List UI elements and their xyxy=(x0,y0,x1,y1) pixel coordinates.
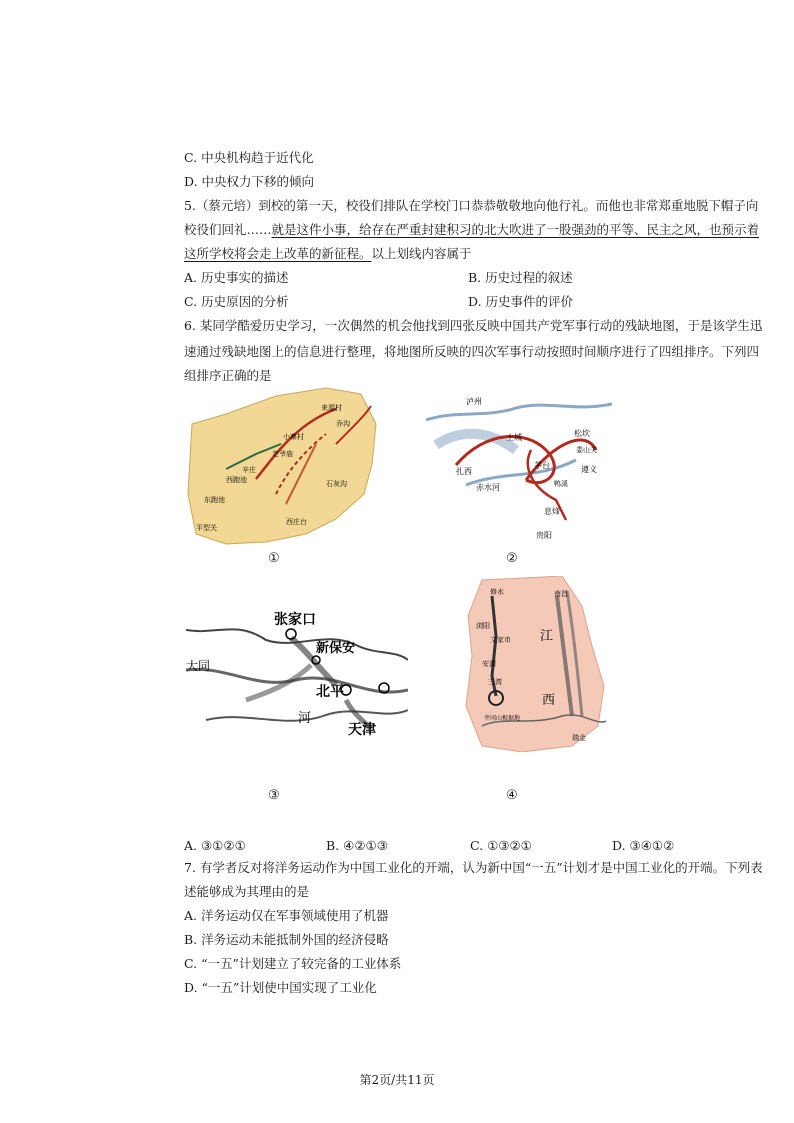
map-3-label: 河 xyxy=(298,711,312,726)
map-1-label: 西庄台 xyxy=(286,518,307,526)
q5-option-a: A. 历史事实的描述 xyxy=(184,270,289,285)
map-2-label: 赤水河 xyxy=(476,483,500,492)
map-1-label: 乔沟 xyxy=(336,420,350,428)
q5-stem-line3 xyxy=(184,246,472,262)
map-3 xyxy=(186,610,408,748)
map-3-label: 北平 xyxy=(316,684,344,700)
map-3-label: 新保安 xyxy=(316,641,356,656)
page-number: 第2页/共11页 xyxy=(359,1073,435,1087)
q5-underlined-text: 就是这件小事，给存在严重封建积习的北大吹进了一股强劲的平等、民主之风，也预示着 xyxy=(271,222,760,237)
map-2-label: 泸州 xyxy=(466,397,482,406)
map-4-label: 井冈山根据地 xyxy=(484,715,521,722)
map-2-label: 息烽 xyxy=(544,507,560,516)
q5-stem-line2 xyxy=(184,222,759,238)
map-4-label: 文家市 xyxy=(490,636,511,644)
q6-option-a: A. ③①②① xyxy=(184,838,246,853)
map-2-label: 贵阳 xyxy=(536,531,552,540)
q7-stem-line2: 述能够成为其理由的是 xyxy=(184,884,310,899)
q7-option-c: C. “一五”计划建立了较完备的工业体系 xyxy=(184,956,402,971)
q6-option-b: B. ④②①③ xyxy=(326,838,388,853)
q5-question: 以上划线内容属于 xyxy=(371,246,472,261)
q7-stem-line1: 7. 有学者反对将洋务运动作为中国工业化的开端，认为新中国“一五”计划才是中国工业化的开端。下列表 xyxy=(184,860,763,875)
map-2 xyxy=(426,390,612,546)
map-4-label: 南昌 xyxy=(554,590,568,598)
map-4-label: 浏阳 xyxy=(476,622,490,630)
map-1-label: 辛庄 xyxy=(242,466,256,474)
map-4-label: 瑞金 xyxy=(572,734,586,742)
map-1 xyxy=(186,384,386,548)
q5-underlined-text-end: 这所学校将会走上改革的新征程。 xyxy=(184,246,372,261)
map-2-label: 鸭溪 xyxy=(554,480,568,488)
map-1-region xyxy=(188,388,376,544)
map-2-label: 娄山关 xyxy=(576,446,597,454)
q6-option-c: C. ①③②① xyxy=(470,838,532,853)
map-3-caption: ③ xyxy=(268,788,280,803)
q5-option-b: B. 历史过程的叙述 xyxy=(468,270,573,285)
map-4-label: 江 xyxy=(540,629,554,644)
map-3-label: 大同 xyxy=(186,659,211,673)
q7-option-a: A. 洋务运动仅在军事领域使用了机器 xyxy=(184,908,389,923)
map-4-label: 修水 xyxy=(490,588,504,596)
q5-option-d: D. 历史事件的评价 xyxy=(468,294,574,309)
map-4-label: 安源 xyxy=(482,660,496,668)
map-1-label: 平型关 xyxy=(196,524,217,532)
q6-option-d: D. ③④①② xyxy=(612,838,675,853)
map-2-label: 扎西 xyxy=(456,467,472,476)
q6-stem-line1: 6. 某同学酷爱历史学习，一次偶然的机会他找到四张反映中国共产党军事行动的残缺地图，于是该学生迅 xyxy=(184,318,763,333)
map-1-label: 小寨村 xyxy=(283,433,304,441)
q6-stem-line2: 速通过残缺地图上的信息进行整理，将地图所反映的四次军事行动按照时间顺序进行了四组排序。下列四 xyxy=(184,344,760,359)
q4-option-d: D. 中央权力下移的倾向 xyxy=(184,174,315,189)
map-2-label: 遵义 xyxy=(581,465,597,474)
q5-stem-line1: 5.（蔡元培）到校的第一天，校役们排队在学校门口恭恭敬敬地向他行礼。而他也非常郑重地脱下帽子向 xyxy=(184,198,759,213)
q6-stem-line3: 组排序正确的是 xyxy=(184,368,272,383)
map-1-caption: ① xyxy=(268,551,280,566)
map-1-label: 来源村 xyxy=(321,404,342,412)
q5-stem-plain: 校役们回礼…… xyxy=(184,222,272,237)
map-2-caption: ② xyxy=(506,551,518,566)
q7-option-d: D. “一五”计划使中国实现了工业化 xyxy=(184,980,377,995)
map-1-label: 西跑池 xyxy=(226,476,247,484)
map-2-label: 土城 xyxy=(506,433,522,442)
q4-option-c: C. 中央机构趋于近代化 xyxy=(184,150,314,165)
map-2-label: 松坎 xyxy=(574,429,590,438)
map-4-label: 西 xyxy=(542,693,556,708)
map-4 xyxy=(462,576,606,752)
map-1-label: 老爷庙 xyxy=(272,450,293,458)
map-4-caption: ④ xyxy=(506,788,518,803)
q5-option-c: C. 历史原因的分析 xyxy=(184,294,289,309)
map-3-label: 张家口 xyxy=(274,612,316,628)
map-2-label: 茅台 xyxy=(534,461,550,470)
q7-option-b: B. 洋务运动未能抵制外国的经济侵略 xyxy=(184,932,389,947)
map-1-label: 东跑池 xyxy=(204,496,225,504)
map-1-label: 石灰沟 xyxy=(326,480,347,488)
map-4-label: 三湾 xyxy=(488,678,502,686)
map-3-label: 天津 xyxy=(348,722,376,738)
